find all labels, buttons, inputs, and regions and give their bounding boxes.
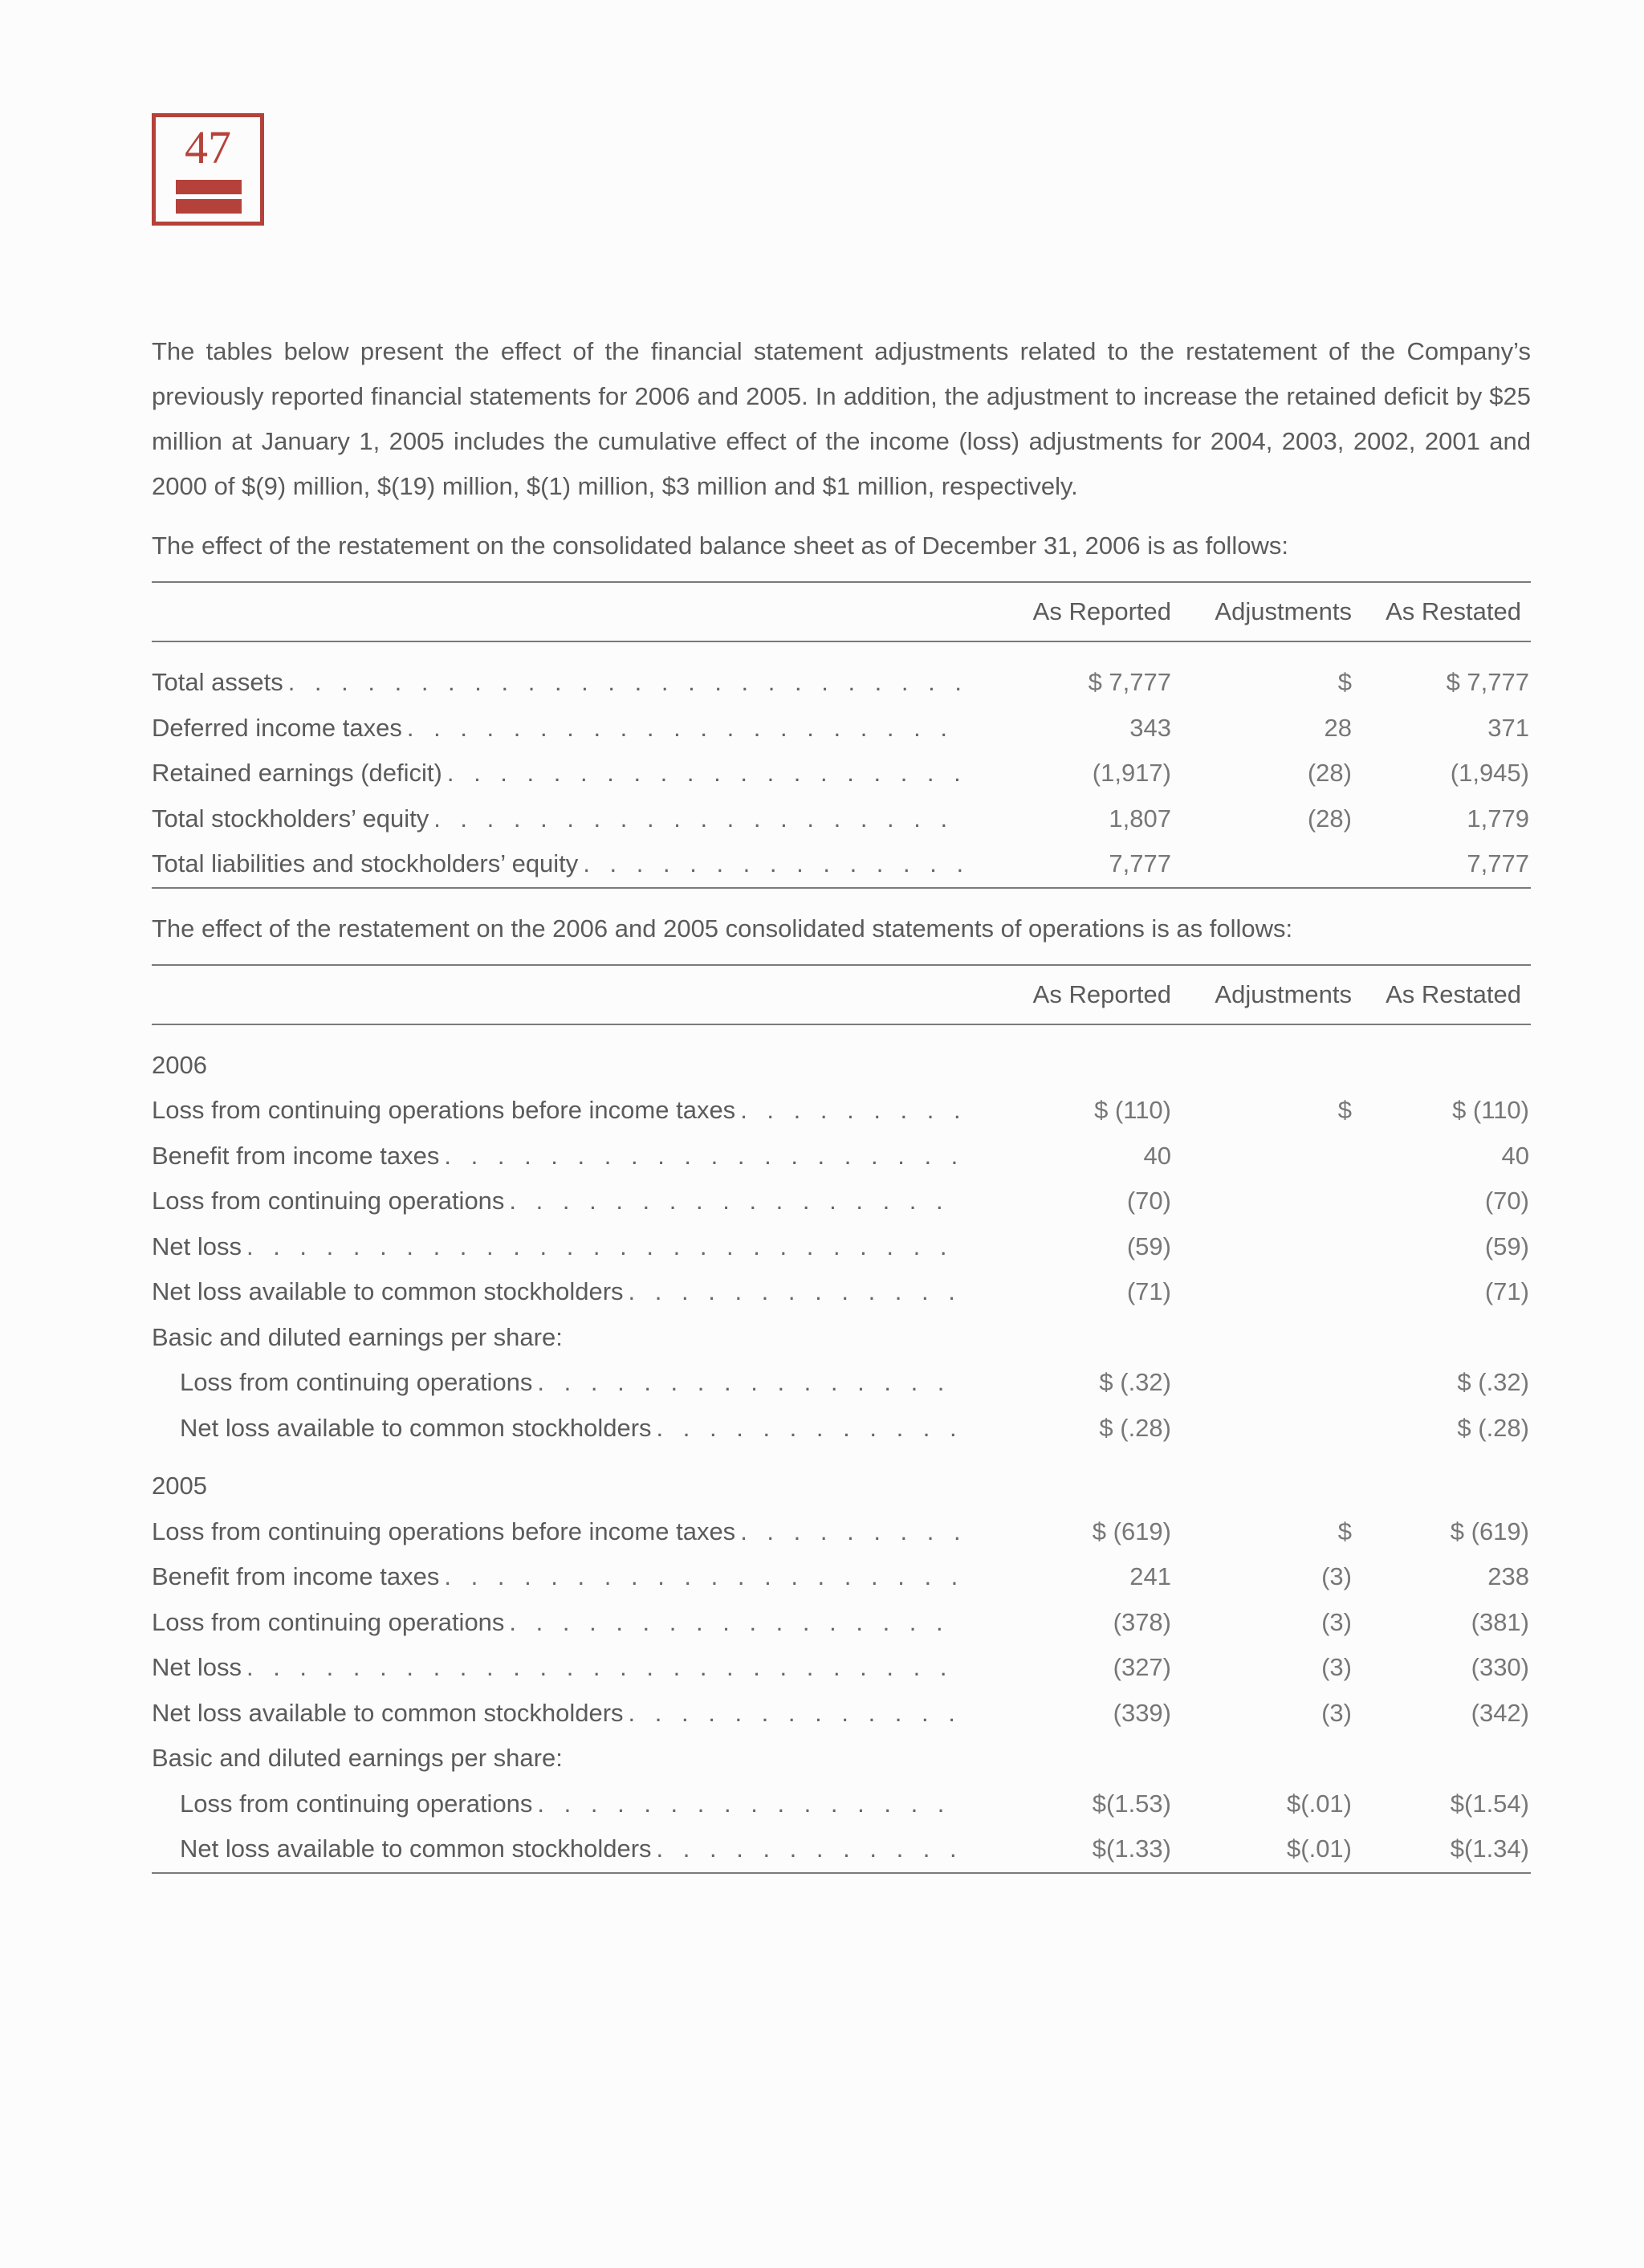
adjustment-value: (3) bbox=[1321, 1562, 1352, 1591]
adjustment-value bbox=[1179, 841, 1360, 888]
eps-heading: Basic and diluted earnings per share: bbox=[152, 1744, 563, 1773]
table-row bbox=[152, 751, 1531, 796]
as-restated-value: 7,777 bbox=[1360, 841, 1531, 888]
row-label: Net loss available to common stockholders bbox=[180, 1413, 652, 1442]
row-label: Net loss bbox=[152, 1653, 242, 1682]
row-label: Benefit from income taxes bbox=[152, 1141, 440, 1170]
balance-sheet-body bbox=[152, 641, 1531, 888]
dot-leader bbox=[246, 1232, 964, 1261]
as-reported-value: $(1.53) bbox=[1092, 1789, 1171, 1818]
row-label-cell bbox=[152, 1360, 971, 1406]
dot-leader bbox=[447, 759, 964, 788]
dot-leader bbox=[537, 1790, 964, 1818]
page-number: 47 bbox=[185, 121, 231, 173]
as-reported-value: (327) bbox=[1113, 1653, 1171, 1682]
table-row bbox=[152, 706, 1531, 751]
adjustment-value bbox=[1179, 1134, 1360, 1179]
dot-leader bbox=[629, 1277, 964, 1306]
row-label: Loss from continuing operations bbox=[152, 1607, 505, 1636]
header-as-restated: As Restated bbox=[1360, 582, 1531, 641]
dot-leader bbox=[444, 1142, 964, 1171]
as-reported-value: 7,777 bbox=[971, 841, 1179, 888]
row-label-cell bbox=[152, 1509, 971, 1555]
header-blank bbox=[152, 582, 971, 641]
as-restated-value: 40 bbox=[1501, 1141, 1529, 1170]
row-label: Loss from continuing operations bbox=[152, 1187, 505, 1215]
as-restated-value: (381) bbox=[1471, 1607, 1529, 1636]
intro-paragraph: The tables below present the effect of the financial statement adjustments related to the restatement of the Company’s previously reported financial statements for 2006 and 2005. In addition, the adjustment to increase the retained deficit by $25 million at January 1, 2005 includes the cumulative effect of the income (loss) adjustments for 2004, 2003, 2002, 2001 and 2000 of $(9) million, $(19) million, $(1) million, $3 million and $1 million, respectively. bbox=[152, 337, 1531, 500]
row-label: Net loss available to common stockholders bbox=[152, 1277, 624, 1306]
row-label-cell bbox=[152, 1645, 971, 1691]
as-reported-value: (1,917) bbox=[1092, 759, 1171, 788]
as-restated-value: (1,945) bbox=[1450, 759, 1529, 788]
table-row bbox=[152, 1781, 1531, 1827]
as-reported-value: $ (110) bbox=[1094, 1096, 1171, 1125]
as-restated-value: 371 bbox=[1487, 713, 1529, 742]
table-row bbox=[152, 1691, 1531, 1737]
adjustment-value: $ bbox=[1337, 1517, 1352, 1545]
row-label-cell bbox=[152, 641, 971, 706]
adjustment-value bbox=[1179, 1179, 1360, 1224]
eps-heading-row bbox=[152, 1736, 1531, 1781]
adjustment-value: (28) bbox=[1307, 759, 1352, 788]
as-reported-value: 1,807 bbox=[1109, 804, 1171, 833]
row-label-cell bbox=[152, 1691, 971, 1737]
as-restated-value: (330) bbox=[1471, 1653, 1529, 1682]
as-restated-value: $(1.34) bbox=[1360, 1826, 1531, 1873]
badge-bar-bottom bbox=[176, 199, 242, 214]
row-label-cell bbox=[152, 1179, 971, 1224]
adjustment-value: 28 bbox=[1324, 713, 1352, 742]
table-row bbox=[152, 1509, 1531, 1555]
dot-leader bbox=[740, 1517, 964, 1546]
table-row bbox=[152, 1826, 1531, 1873]
table-row bbox=[152, 1269, 1531, 1315]
row-label-cell bbox=[152, 1826, 971, 1873]
as-restated-value: $ (110) bbox=[1452, 1096, 1529, 1125]
row-label: Loss from continuing operations before income taxes bbox=[152, 1096, 736, 1125]
operations-lead: The effect of the restatement on the 2006 and 2005 consolidated statements of operations is as follows: bbox=[152, 914, 1293, 943]
row-label: Net loss bbox=[152, 1232, 242, 1260]
row-label: Deferred income taxes bbox=[152, 713, 402, 742]
year-heading: 2006 bbox=[152, 1050, 207, 1079]
eps-heading: Basic and diluted earnings per share: bbox=[152, 1322, 563, 1351]
as-restated-value: $ (619) bbox=[1450, 1517, 1529, 1545]
row-label: Benefit from income taxes bbox=[152, 1562, 440, 1591]
table-row bbox=[152, 796, 1531, 842]
as-reported-value: $ (.32) bbox=[1099, 1368, 1171, 1397]
adjustment-value: $(.01) bbox=[1179, 1826, 1360, 1873]
dot-leader bbox=[657, 1414, 964, 1443]
year-heading-row bbox=[152, 1451, 1531, 1509]
as-reported-value: 343 bbox=[1129, 713, 1171, 742]
as-reported-value: (378) bbox=[1113, 1607, 1171, 1636]
adjustment-value: (28) bbox=[1307, 804, 1352, 833]
as-restated-value: 1,779 bbox=[1467, 804, 1529, 833]
as-restated-value: (342) bbox=[1471, 1698, 1529, 1727]
table-row bbox=[152, 1600, 1531, 1646]
operations-body bbox=[152, 1024, 1531, 1873]
header-adjustments: Adjustments bbox=[1179, 965, 1360, 1024]
as-reported-value: $ (619) bbox=[1092, 1517, 1171, 1545]
adjustment-value bbox=[1179, 1224, 1360, 1270]
as-reported-value: (59) bbox=[1126, 1232, 1171, 1260]
as-reported-value: (339) bbox=[1113, 1698, 1171, 1727]
table-row bbox=[152, 1134, 1531, 1179]
adjustment-value bbox=[1179, 1406, 1360, 1452]
table-row bbox=[152, 1088, 1531, 1134]
as-restated-value: 238 bbox=[1487, 1562, 1529, 1591]
table-row bbox=[152, 1406, 1531, 1452]
row-label-cell bbox=[152, 1406, 971, 1452]
table-header-row bbox=[152, 582, 1531, 641]
row-label-cell bbox=[152, 1088, 971, 1134]
dot-leader bbox=[288, 668, 964, 697]
row-label: Loss from continuing operations before income taxes bbox=[152, 1517, 736, 1545]
as-reported-value: $ 7,777 bbox=[1088, 668, 1171, 697]
header-as-restated: As Restated bbox=[1360, 965, 1531, 1024]
table-row bbox=[152, 1360, 1531, 1406]
as-restated-value: $ 7,777 bbox=[1446, 668, 1529, 697]
row-label-cell bbox=[152, 1781, 971, 1827]
row-label-cell bbox=[152, 1269, 971, 1315]
dot-leader bbox=[433, 804, 964, 833]
row-label: Total stockholders’ equity bbox=[152, 804, 429, 833]
row-label: Loss from continuing operations bbox=[180, 1789, 533, 1818]
dot-leader bbox=[407, 714, 964, 743]
page-content bbox=[152, 329, 1531, 1874]
row-label-cell bbox=[152, 751, 971, 796]
header-as-reported: As Reported bbox=[971, 582, 1179, 641]
as-restated-value: (59) bbox=[1484, 1232, 1529, 1260]
as-reported-value: $ (.28) bbox=[1099, 1413, 1171, 1442]
as-restated-value: $(1.54) bbox=[1450, 1789, 1529, 1818]
operations-table bbox=[152, 964, 1531, 1874]
page-number-badge bbox=[152, 113, 264, 226]
as-restated-value: $ (.28) bbox=[1457, 1413, 1529, 1442]
dot-leader bbox=[583, 849, 964, 878]
as-reported-value: (70) bbox=[1126, 1187, 1171, 1215]
as-reported-value: 40 bbox=[1143, 1141, 1171, 1170]
row-label: Retained earnings (deficit) bbox=[152, 759, 442, 788]
table-row bbox=[152, 1645, 1531, 1691]
header-adjustments: Adjustments bbox=[1179, 582, 1360, 641]
as-restated-value: (70) bbox=[1484, 1187, 1529, 1215]
dot-leader bbox=[444, 1562, 964, 1591]
year-heading: 2005 bbox=[152, 1472, 207, 1500]
row-label: Loss from continuing operations bbox=[180, 1368, 533, 1397]
table-row bbox=[152, 1554, 1531, 1600]
dot-leader bbox=[246, 1653, 964, 1682]
dot-leader bbox=[629, 1699, 964, 1728]
balance-sheet-table bbox=[152, 581, 1531, 889]
row-label: Net loss available to common stockholders bbox=[152, 1698, 624, 1727]
as-reported-value: (71) bbox=[1126, 1277, 1171, 1306]
badge-bar-top bbox=[176, 180, 242, 194]
balance-sheet-lead: The effect of the restatement on the consolidated balance sheet as of December 31, 2006 is as follows: bbox=[152, 531, 1288, 560]
header-as-reported: As Reported bbox=[971, 965, 1179, 1024]
dot-leader bbox=[509, 1608, 964, 1637]
year-heading-row bbox=[152, 1024, 1531, 1089]
row-label-cell bbox=[152, 1224, 971, 1270]
row-label-cell bbox=[152, 796, 971, 842]
adjustment-value bbox=[1179, 1360, 1360, 1406]
dot-leader bbox=[657, 1834, 964, 1863]
table-row bbox=[152, 641, 1531, 706]
row-label: Total assets bbox=[152, 668, 283, 697]
as-restated-value: $ (.32) bbox=[1457, 1368, 1529, 1397]
adjustment-value: (3) bbox=[1321, 1607, 1352, 1636]
table-row bbox=[152, 1179, 1531, 1224]
adjustment-value: $(.01) bbox=[1287, 1789, 1352, 1818]
as-restated-value: (71) bbox=[1484, 1277, 1529, 1306]
adjustment-value: $ bbox=[1337, 668, 1352, 697]
dot-leader bbox=[740, 1096, 964, 1125]
table-row bbox=[152, 1224, 1531, 1270]
table-header-row bbox=[152, 965, 1531, 1024]
as-reported-value: $(1.33) bbox=[971, 1826, 1179, 1873]
row-label-cell bbox=[152, 1134, 971, 1179]
adjustment-value: $ bbox=[1337, 1096, 1352, 1125]
row-label-cell bbox=[152, 706, 971, 751]
row-label: Net loss available to common stockholders bbox=[180, 1834, 652, 1863]
dot-leader bbox=[509, 1187, 964, 1215]
row-label-cell bbox=[152, 841, 971, 888]
dot-leader bbox=[537, 1368, 964, 1397]
as-reported-value: 241 bbox=[1129, 1562, 1171, 1591]
row-label-cell bbox=[152, 1554, 971, 1600]
adjustment-value: (3) bbox=[1321, 1698, 1352, 1727]
header-blank bbox=[152, 965, 971, 1024]
adjustment-value bbox=[1179, 1269, 1360, 1315]
eps-heading-row bbox=[152, 1315, 1531, 1361]
table-row bbox=[152, 841, 1531, 888]
adjustment-value: (3) bbox=[1321, 1653, 1352, 1682]
row-label: Total liabilities and stockholders’ equity bbox=[152, 849, 579, 878]
row-label-cell bbox=[152, 1600, 971, 1646]
